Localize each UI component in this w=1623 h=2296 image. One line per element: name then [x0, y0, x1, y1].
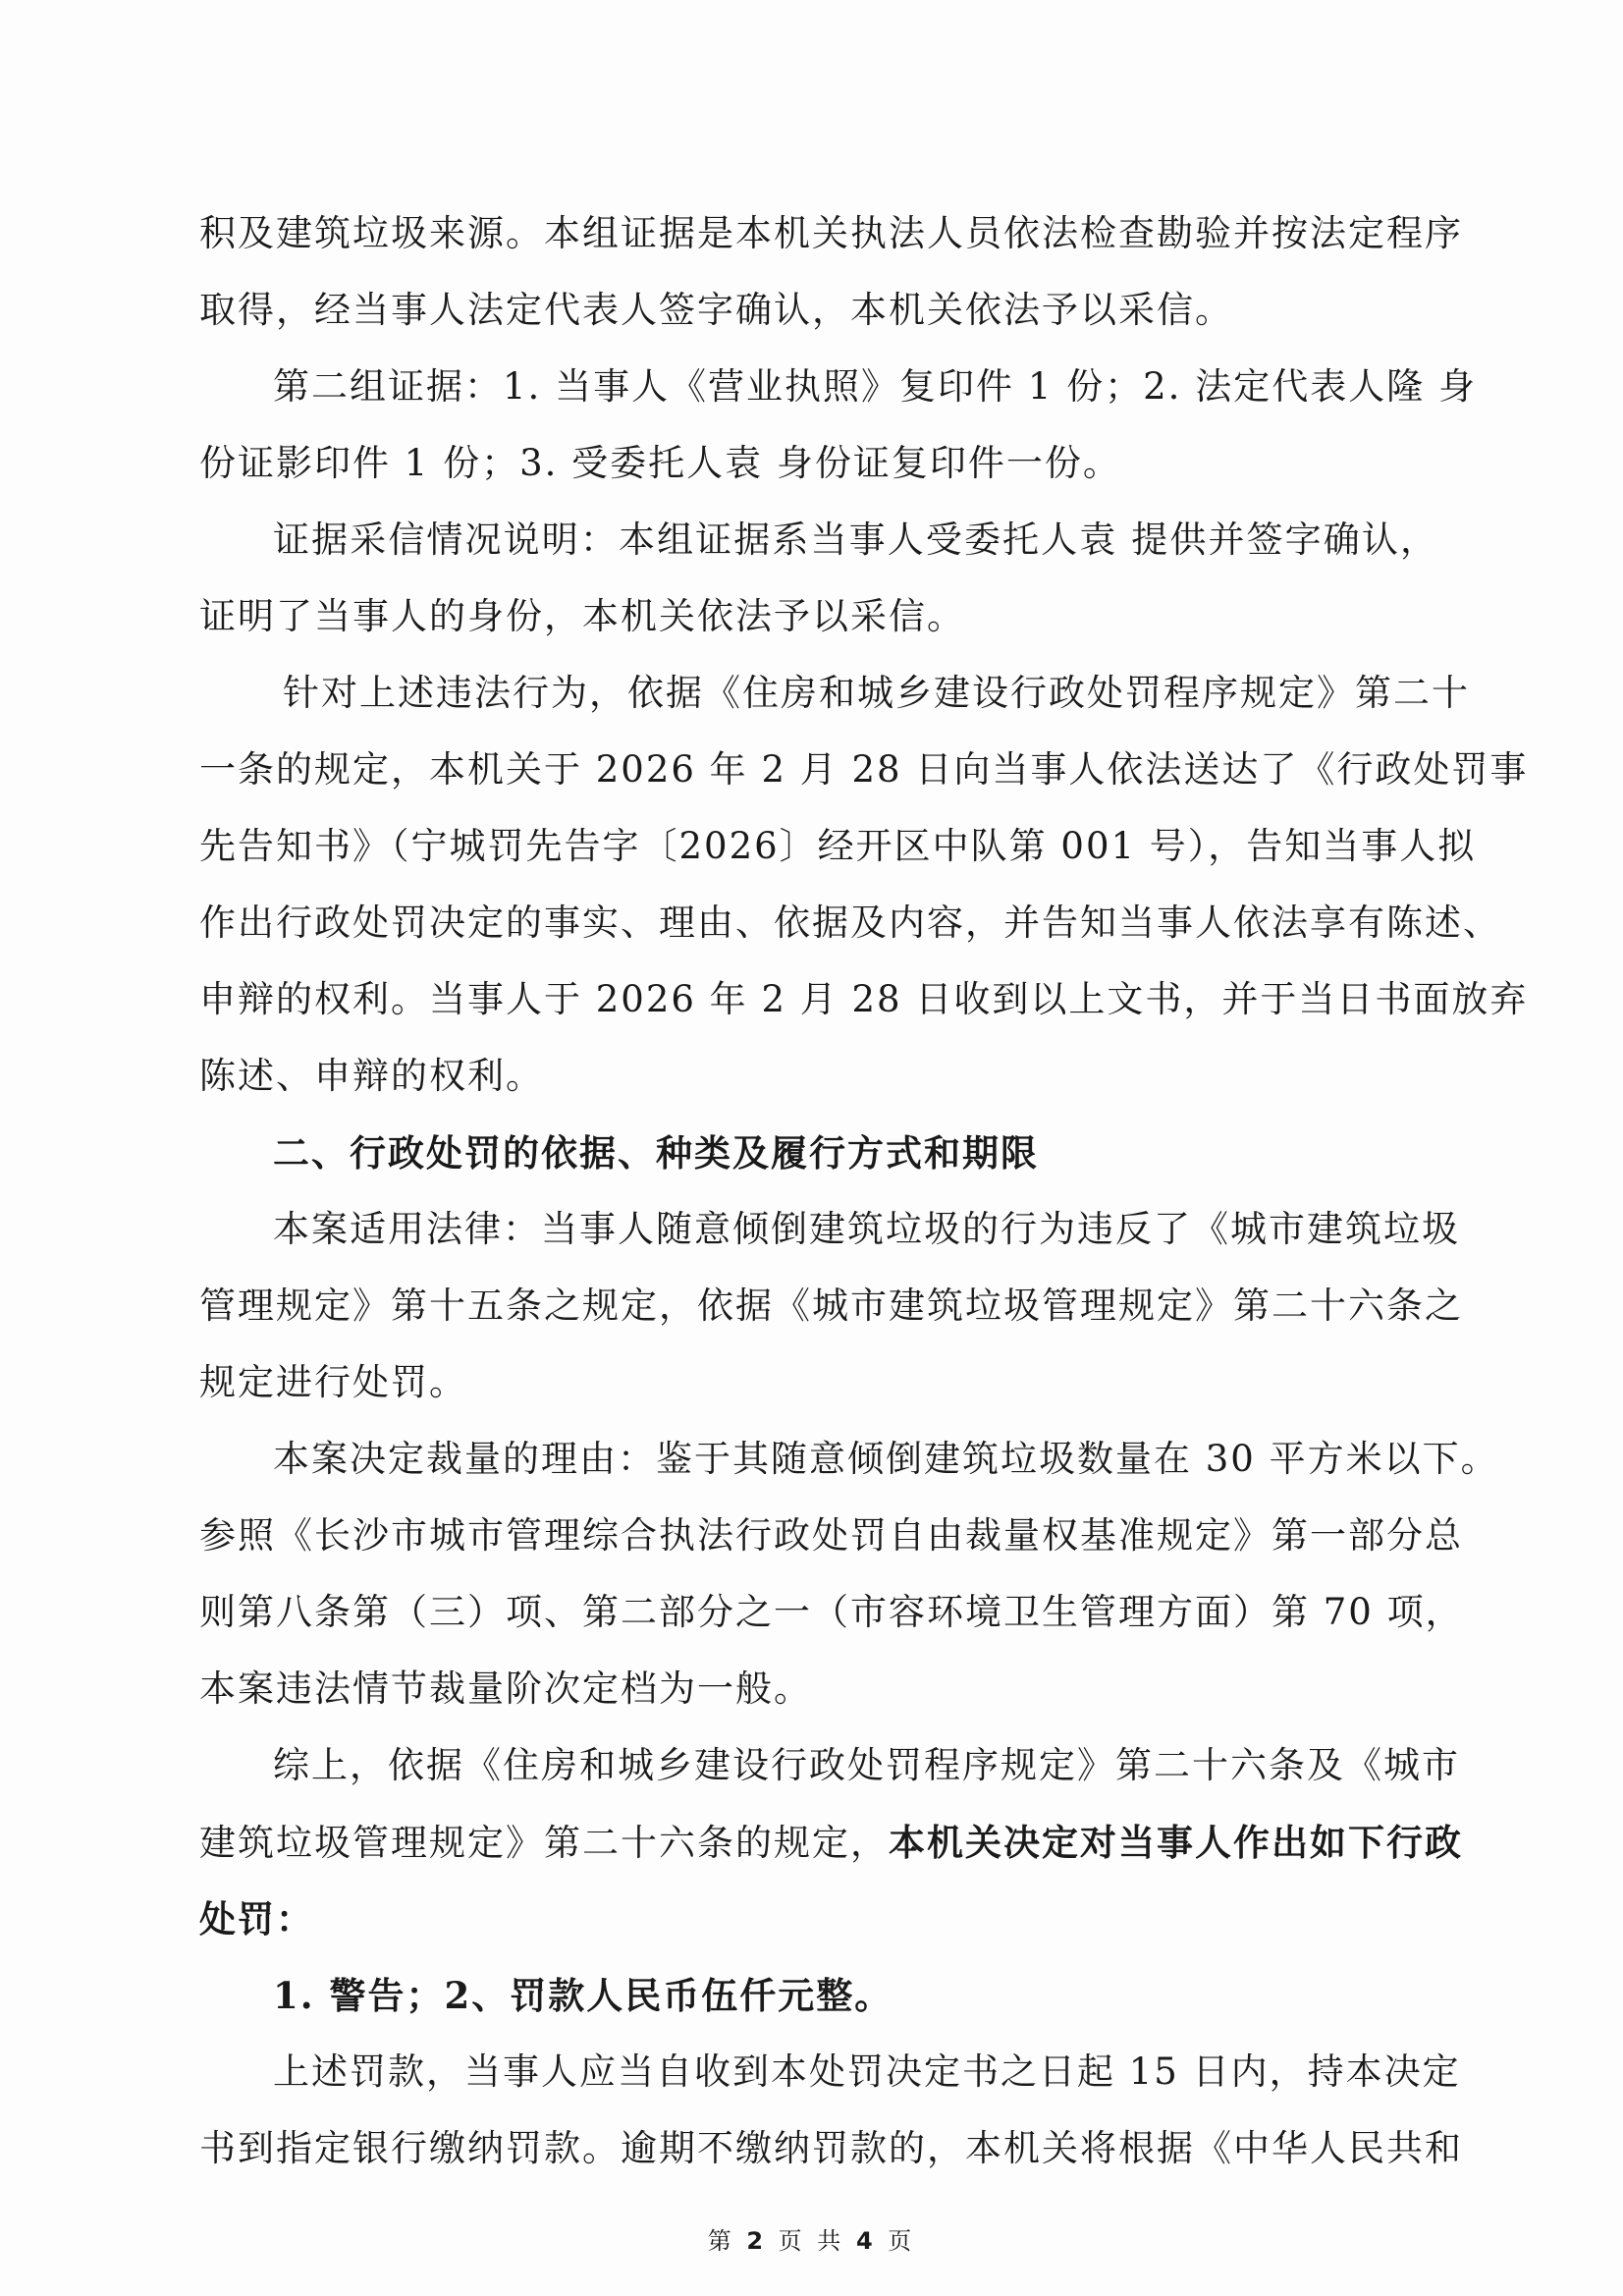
paragraph-line: 处罚：: [199, 1897, 314, 1941]
paragraph-line: 则第八条第（三）项、第二部分之一（市容环境卫生管理方面）第 70 项，: [199, 1591, 1464, 1633]
paragraph-line: 本案违法情节裁量阶次定档为一般。: [199, 1667, 812, 1710]
paragraph-line: 证明了当事人的身份，本机关依法予以采信。: [199, 595, 965, 637]
paragraph-line: 第二组证据：1. 当事人《营业执照》复印件 1 份；2. 法定代表人隆 身: [273, 365, 1477, 408]
footer-prefix: 第: [707, 2227, 735, 2255]
footer-middle: 页 共: [778, 2227, 845, 2255]
paragraph-line: 上述罚款，当事人应当自收到本处罚决定书之日起 15 日内，持本决定: [273, 2050, 1461, 2093]
paragraph-line: 综上，依据《住房和城乡建设行政处罚程序规定》第二十六条及《城市: [273, 1744, 1460, 1786]
paragraph-line: 规定进行处罚。: [199, 1361, 467, 1403]
paragraph-line: 管理规定》第十五条之规定，依据《城市建筑垃圾管理规定》第二十六条之: [199, 1285, 1463, 1327]
paragraph-line: 取得，经当事人法定代表人签字确认，本机关依法予以采信。: [199, 289, 1233, 331]
footer-suffix: 页: [888, 2227, 916, 2255]
current-page-number: 2: [746, 2227, 768, 2255]
page-number-footer: [0, 2221, 1623, 2256]
paragraph-line: 书到指定银行缴纳罚款。逾期不缴纳罚款的，本机关将根据《中华人民共和: [199, 2127, 1463, 2169]
paragraph-line: 陈述、申辩的权利。: [199, 1055, 544, 1097]
paragraph-line: 份证影印件 1 份；3. 受委托人袁 身份证复印件一份。: [199, 442, 1121, 484]
paragraph-line: 一条的规定，本机关于 2026 年 2 月 28 日向当事人依法送达了《行政处罚事: [199, 748, 1529, 791]
paragraph-line: 证据采信情况说明：本组证据系当事人受委托人袁 提供并签字确认，: [273, 519, 1438, 561]
penalty-items: 1. 警告；2、罚款人民币伍仟元整。: [273, 1974, 893, 2017]
paragraph-line: 针对上述违法行为，依据《住房和城乡建设行政处罚程序规定》第二十: [283, 672, 1470, 714]
paragraph-line: 本案适用法律：当事人随意倾倒建筑垃圾的行为违反了《城市建筑垃圾: [273, 1208, 1460, 1250]
total-pages-number: 4: [855, 2227, 877, 2255]
decision-emphasis: 本机关决定对当事人作出如下行政: [889, 1821, 1463, 1864]
paragraph-line: 本案决定裁量的理由：鉴于其随意倾倒建筑垃圾数量在 30 平方米以下。: [273, 1438, 1499, 1480]
paragraph-line: 作出行政处罚决定的事实、理由、依据及内容，并告知当事人依法享有陈述、: [199, 902, 1501, 944]
paragraph-line: 先告知书》（宁城罚先告字〔2026〕经开区中队第 001 号），告知当事人拟: [199, 825, 1477, 867]
paragraph-line: 积及建筑垃圾来源。本组证据是本机关执法人员依法检查勘验并按法定程序: [199, 212, 1463, 254]
paragraph-text: 建筑垃圾管理规定》第二十六条的规定，: [199, 1822, 889, 1864]
paragraph-line: 参照《长沙市城市管理综合执法行政处罚自由裁量权基准规定》第一部分总: [199, 1514, 1463, 1557]
paragraph-line: [199, 1807, 1463, 1878]
section-heading: 二、行政处罚的依据、种类及履行方式和期限: [273, 1131, 1039, 1175]
paragraph-line: 申辩的权利。当事人于 2026 年 2 月 28 日收到以上文书，并于当日书面放弃: [199, 978, 1529, 1020]
